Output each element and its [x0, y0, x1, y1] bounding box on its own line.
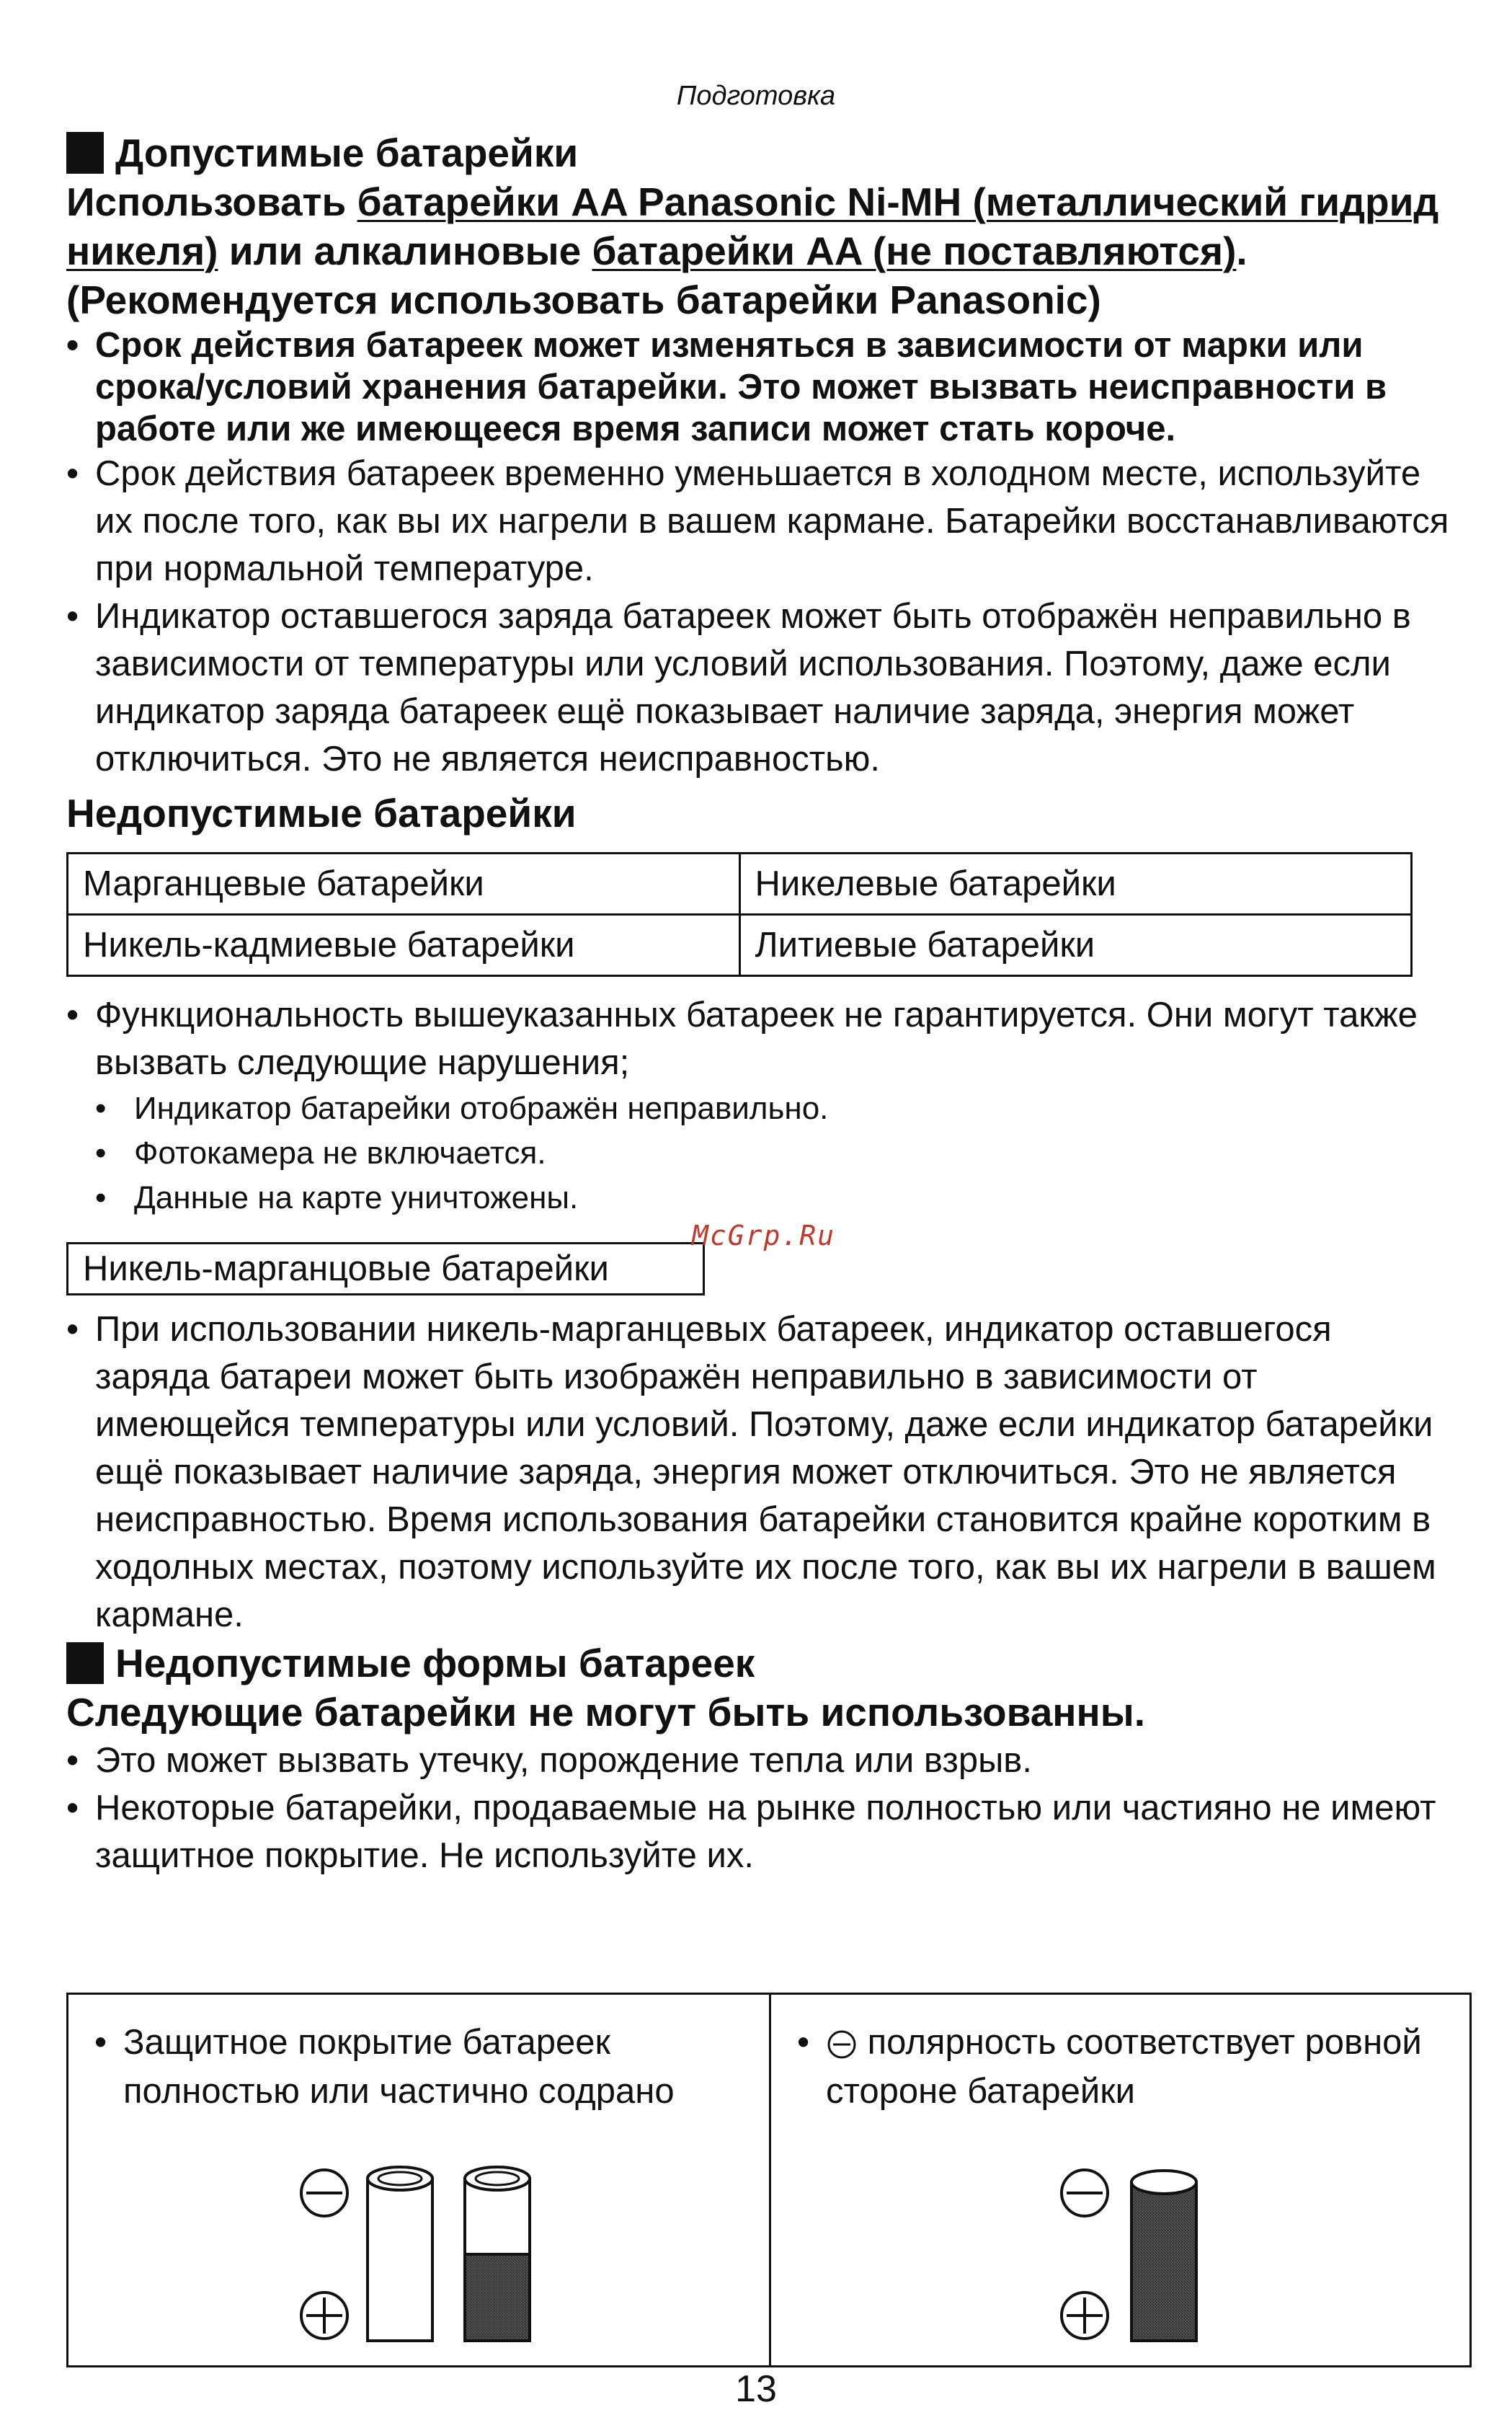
battery-icon [368, 2167, 432, 2341]
forms-lead: Следующие батарейки не могут быть использованны. [66, 1690, 1145, 1734]
list-item: • При использовании никель-марганцевых батареек, индикатор оставшегося заряда батареи может быть изображён неправильно в зависимости от имеющейся температуры или условий. Поэтому, даже если индикатор батарейки ещё показывает наличие заряда, энергия может отключиться. Это не является неисправностью. Время использования батарейки становится крайне коротким в ходолных местах, поэтому используйте их после того, как вы их нагрели в вашем кармане. [66, 1306, 1450, 1639]
watermark: McGrp.Ru [692, 1220, 836, 1251]
list-item: • Это может вызвать утечку, порождение тепла или взрыв. [66, 1737, 1450, 1784]
subtitle-not-allowed: Недопустимые батарейки [66, 791, 577, 836]
minus-icon [301, 2170, 347, 2216]
plus-icon [1062, 2292, 1108, 2339]
battery-type-nimh: батарейки AA Panasonic Ni-MH (металлический гидрид никеля) [66, 180, 1439, 273]
plus-icon [301, 2292, 347, 2339]
list-item: • Некоторые батарейки, продаваемые на рынке полностью или частияно не имеют защитное покрытие. Не используйте их. [66, 1784, 1450, 1879]
section-title-allowed [66, 128, 1450, 177]
battery-icon [1131, 2171, 1196, 2341]
nickel-manganese-box: Никель-марганцовые батарейки [66, 1242, 705, 1295]
list-item: • Индикатор оставшегося заряда батареек может быть отображён неправильно в зависимости от температуры или условий использования. Поэтому, даже если индикатор заряда батареек ещё показывает наличие заряда, энергия может отключиться. Это не является неисправностью. [66, 593, 1450, 783]
list-item: • Срок действия батареек временно уменьшается в холодном месте, используйте их после того, как вы их нагрели в вашем кармане. Батарейки восстанавливаются при нормальной температуре. [66, 450, 1450, 593]
section-title-text: Допустимые батарейки [115, 130, 579, 175]
battery-type-alkaline: батарейки AA (не поставляются) [592, 229, 1237, 273]
battery-forms-panel [66, 1993, 1472, 2367]
section-title-forms [66, 1639, 1450, 1688]
table-row [68, 854, 1412, 915]
section-marker-icon [66, 132, 104, 174]
sub-list-item: • Фотокамера не включается. [66, 1131, 1450, 1176]
panel-cell-flat-negative: • полярность соответствует ровной стороне батарейки [769, 1995, 1469, 2365]
table-row [68, 915, 1412, 976]
table-cell: Марганцевые батарейки [68, 854, 740, 915]
not-allowed-batteries-table [66, 852, 1413, 977]
section-header: Подготовка [676, 81, 836, 111]
list-item: • Функциональность вышеуказанных батареек не гарантируется. Они могут также вызвать следующие нарушения; [66, 991, 1450, 1086]
battery-icon [465, 2167, 530, 2341]
stripped-battery-illustration [285, 2139, 587, 2355]
sub-list-item: • Данные на карте уничтожены. [66, 1176, 1450, 1220]
allowed-batteries-lead: Использовать батарейки AA Panasonic Ni-MH (металлический гидрид никеля) или алкалиновые батарейки AA (не поставляются). (Рекомендуется использовать батарейки Panasonic) [66, 180, 1439, 322]
panel-caption: Защитное покрытие батареек полностью или частично содрано [123, 2023, 675, 2111]
sub-list-item: • Индикатор батарейки отображён неправильно. [66, 1086, 1450, 1131]
table-cell: Никелевые батарейки [739, 854, 1412, 915]
page-number: 13 [735, 2368, 777, 2410]
flat-end-battery-illustration [1045, 2139, 1232, 2355]
page-content [66, 128, 1450, 1879]
minus-icon [826, 2029, 858, 2060]
minus-icon [1062, 2170, 1108, 2216]
table-cell: Никель-кадмиевые батарейки [68, 915, 740, 976]
section-title-text: Недопустимые формы батареек [115, 1641, 755, 1685]
section-marker-icon [66, 1642, 104, 1684]
panel-caption: полярность соответствует ровной стороне батарейки [826, 2023, 1422, 2111]
panel-cell-coating-removed: • Защитное покрытие батареек полностью или частично содрано [68, 1995, 769, 2365]
list-item: • Срок действия батареек может изменяться в зависимости от марки или срока/условий хранения батарейки. Это может вызвать неисправности в работе или же имеющееся время записи может стать короче. [66, 324, 1450, 450]
table-cell: Литиевые батарейки [739, 915, 1412, 976]
